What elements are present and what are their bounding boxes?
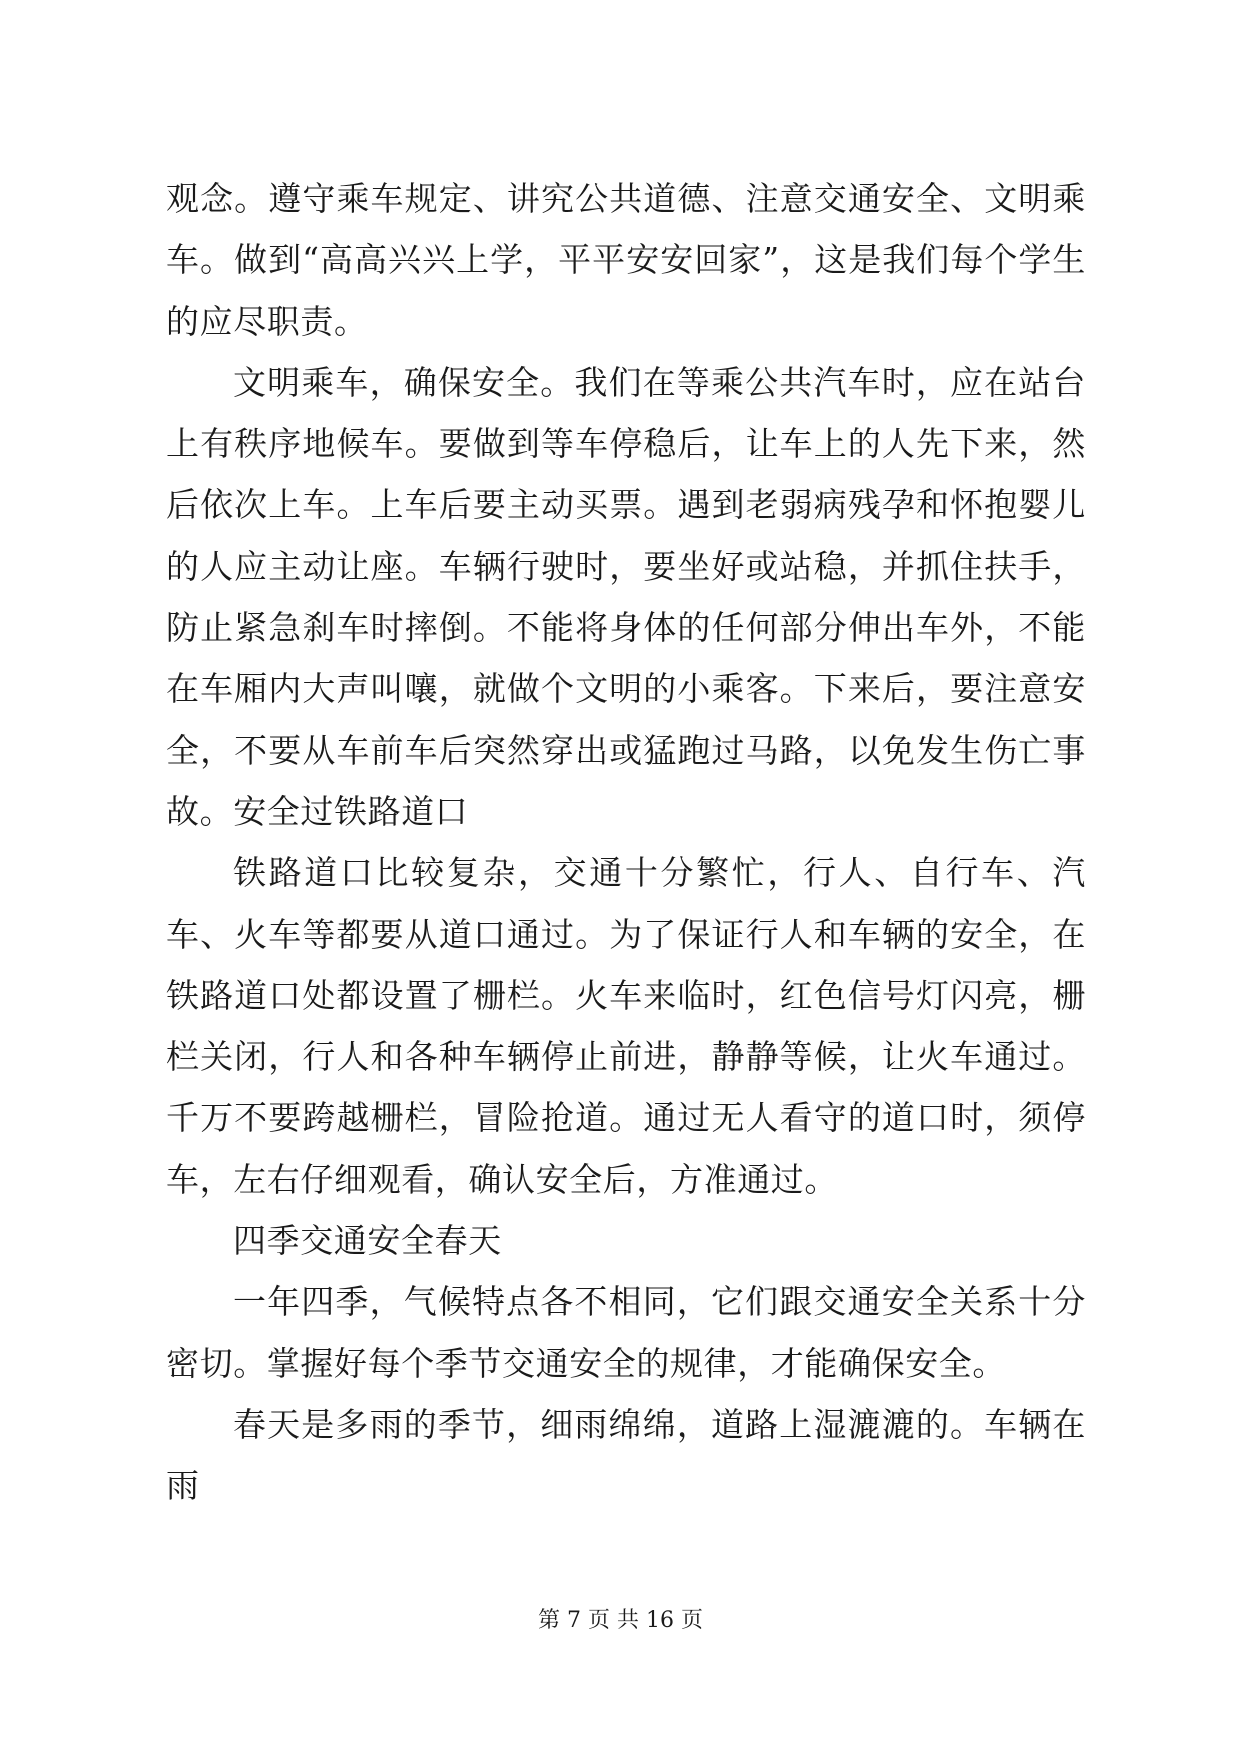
section-heading: 四季交通安全春天 bbox=[233, 1221, 502, 1261]
document-body bbox=[166, 168, 1086, 1517]
paragraph-3: 铁路道口比较复杂，交通十分繁忙，行人、自行车、汽车、火车等都要从道口通过。为了保证行人和车辆的安全，在铁路道口处都设置了栅栏。火车来临时，红色信号灯闪亮，栅栏关闭，行人和各种车辆停止前进，静静等候，让火车通过。千万不要跨越栅栏，冒险抢道。通过无人看守的道口时，须停车，左右仔细观看，确认安全后，方准通过。 bbox=[166, 853, 1086, 1199]
paragraph-5: 春天是多雨的季节，细雨绵绵，道路上湿漉漉的。车辆在雨 bbox=[166, 1404, 1086, 1506]
paragraph-2: 文明乘车，确保安全。我们在等乘公共汽车时，应在站台上有秩序地候车。要做到等车停稳后，让车上的人先下来，然后依次上车。上车后要主动买票。遇到老弱病残孕和怀抱婴儿的人应主动让座。车辆行驶时，要坐好或站稳，并抓住扶手，防止紧急刹车时摔倒。不能将身体的任何部分伸出车外，不能在车厢内大声叫嚷，就做个文明的小乘客。下来后，要注意安全，不要从车前车后突然穿出或猛跑过马路，以免发生伤亡事故。安全过铁路道口 bbox=[166, 362, 1086, 831]
paragraph-1: 观念。遵守乘车规定、讲究公共道德、注意交通安全、文明乘车。做到“高高兴兴上学，平平安安回家”，这是我们每个学生的应尽职责。 bbox=[166, 179, 1086, 341]
page-footer: 第 7 页 共 16 页 bbox=[538, 1608, 703, 1633]
paragraph-4: 一年四季，气候特点各不相同，它们跟交通安全关系十分密切。掌握好每个季节交通安全的规律，才能确保安全。 bbox=[166, 1282, 1086, 1383]
